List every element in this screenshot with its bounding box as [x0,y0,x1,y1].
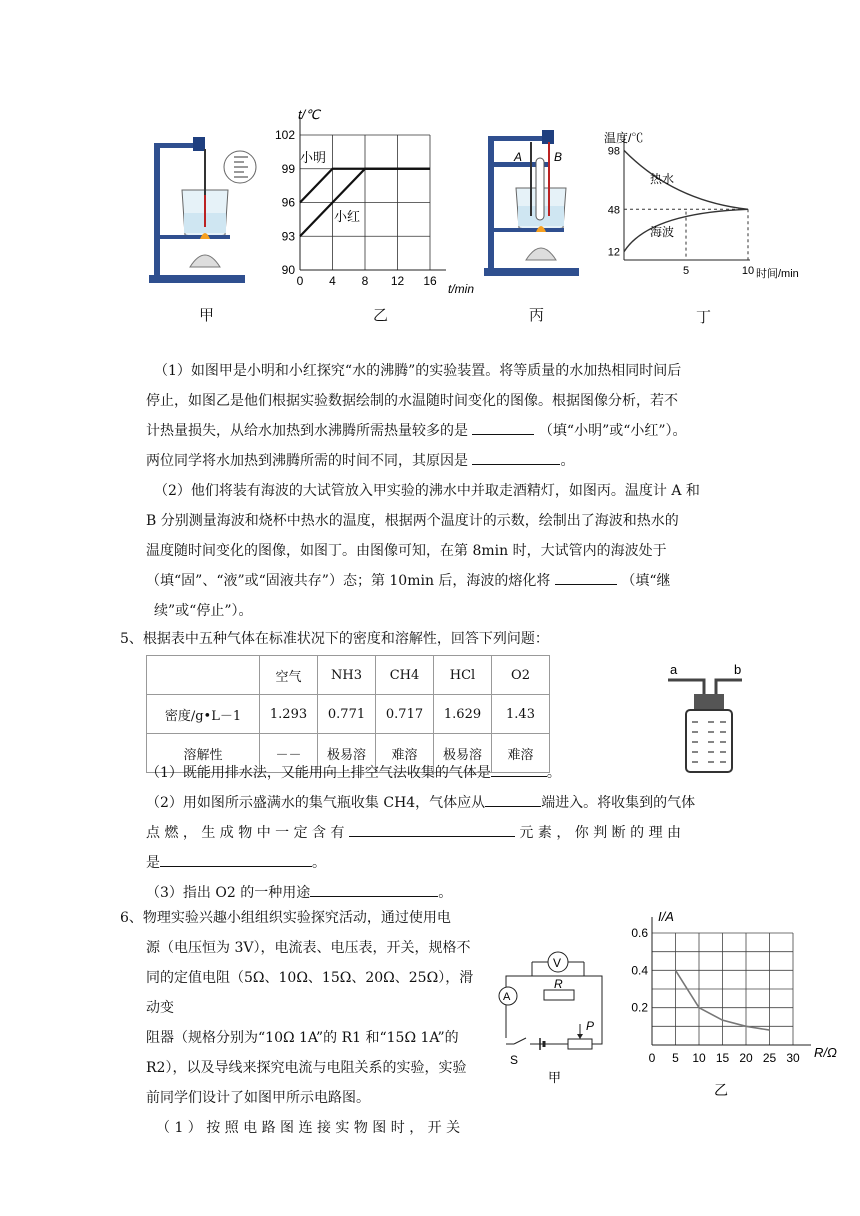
q4-p1-line1: （1）如图甲是小明和小红探究“水的沸腾”的实验装置。将等质量的水加热相同时间后 [154,363,682,379]
chart-yi-y-tick: 96 [281,195,295,210]
chart-yi-x-tick: 12 [390,274,405,288]
chart-ding-y-tick: 98 [607,145,620,158]
gas-table-cell: 难溶 [376,734,434,773]
gas-table-cell: 1.293 [260,695,318,734]
gas-table [146,655,550,773]
gas-table-cell: HCl [434,656,492,695]
q5-p2c: 点 燃 ， 生 成 物 中 一 定 含 有 [146,825,345,841]
q4-p1-line4: 两位同学将水加热到沸腾所需的时间不同，其原因是 [146,453,468,469]
circuit-voltmeter-label: V [553,956,562,970]
gas-table-cell: 溶解性 [147,734,260,773]
gas-table-row [147,695,550,734]
gas-table-cell: 极易溶 [318,734,376,773]
q4-p2-line1: （2）他们将装有海波的大试管放入甲实验的沸水中并取走酒精灯，如图丙。温度计 A 和 [154,483,700,499]
q4-p2-line3: 温度随时间变化的图像，如图丁。由图像可知，在第 8min 时，大试管内的海波处于 [146,543,667,559]
gas-table-header-row [147,656,550,695]
gas-table-cell [147,656,260,695]
q6-line: 阻器（规格分别为“10Ω 1A”的 R1 和“15Ω 1A”的 [146,1030,459,1046]
chart-ding-series-hot-water [624,150,748,209]
chart-yi-label-xiaoming: 小明 [300,150,327,165]
q5-blank-o2-use[interactable] [310,882,438,897]
q6-text [120,903,482,1143]
chart-yi-y-tick: 102 [274,128,295,142]
q5-blank-inlet[interactable] [485,792,541,807]
gas-table-cell: 极易溶 [434,734,492,773]
chart-yi [270,105,490,295]
chart-ir-x-tick: 5 [672,1051,679,1065]
q4-p1-end: 。 [560,453,575,469]
q4-p2-line5: 续”或“停止”）。 [154,603,253,619]
gas-table-cell: 0.771 [318,695,376,734]
chart-ding-y-tick: 12 [607,246,620,259]
figure-yi-caption: 乙 [373,306,389,324]
q4-p1-line3b: （填“小明”或“小红”）。 [538,423,687,439]
figure-jia-apparatus [148,135,260,285]
gas-table-cell: －－ [260,734,318,773]
chart-ding [600,128,810,288]
gas-table-cell: 0.717 [376,695,434,734]
q4-p2-line4: （填“固”、“液”或“固液共存”）态；第 10min 后，海波的熔化将 [146,573,551,589]
chart-ir-y-tick: 0.6 [631,926,648,940]
figure-jia-caption: 甲 [199,306,215,324]
chart-ir-y-tick: 0.4 [631,963,648,978]
q4-p2-line4b: （填“继 [621,573,671,589]
gas-table-cell: 密度/g•L－1 [147,695,260,734]
q5-blank-gas[interactable] [491,762,547,777]
chart-yi-y-tick: 99 [281,161,295,176]
chart-ir-x-tick: 15 [715,1051,730,1065]
figure-bing-label-b: B [554,150,563,164]
chart-ir-x-tick: 20 [739,1051,753,1065]
q5-p2e: 是 [146,855,160,871]
bottle-label-a: a [670,662,678,677]
gas-table-cell: CH4 [376,656,434,695]
chart-ir-y-axis-label: I/A [658,909,674,924]
chart-yi-y-axis-label: t/℃ [298,107,320,122]
chart-ding-x-axis-label: 时间/min [756,268,799,280]
q5-p3-end: 。 [438,885,453,901]
q4-p1-line2: 停止，如图乙是他们根据实验数据绘制的水温随时间变化的图像。根据图像分析，若不 [146,393,678,409]
chart-ding-label-hot-water: 热水 [650,172,675,186]
figure-ding-caption: 丁 [696,308,712,326]
q6-line: 同的定值电阻（5Ω、10Ω、15Ω、20Ω、25Ω），滑动变 [146,970,474,1016]
q4-blank-reason[interactable] [472,450,560,465]
q6-line: 前同学们设计了如图甲所示电路图。 [146,1090,370,1106]
chart-ding-x-tick: 5 [682,265,690,277]
gas-table-cell: 难溶 [492,734,550,773]
chart-yi-x-axis-label: t/min [448,282,475,295]
chart-yi-y-tick: 93 [281,229,295,244]
figure-bing-label-a: A [514,150,523,164]
q4-blank-continue[interactable] [555,570,617,585]
q4-part1 [146,356,736,626]
bottle-label-b: b [734,662,742,677]
circuit-switch-label: S [510,1053,519,1067]
chart-yi-y-tick: 90 [281,263,295,277]
q5-blank-reason[interactable] [160,852,312,867]
circuit-caption: 甲 [548,1070,562,1084]
q4-p2-line2: B 分别测量海波和烧杯中热水的温度，根据两个温度计的示数，绘制出了海波和热水的 [146,513,679,529]
q5-blank-elements[interactable] [349,822,515,837]
chart-ir-x-tick: 0 [648,1051,656,1065]
circuit-diagram [492,944,612,1084]
figure-bing-apparatus [484,128,594,278]
chart-yi-grid [300,117,446,270]
q5-questions [146,758,736,908]
circuit-ammeter-label: A [503,991,511,1003]
q5-p2-end: 。 [312,855,326,871]
gas-table-cell: NH3 [318,656,376,695]
chart-ding-x-tick: 10 [741,265,755,277]
q6-line: （ 1 ） 按 照 电 路 图 连 接 实 物 图 时 ， 开 关 [156,1120,461,1136]
chart-ir-x-tick: 25 [762,1051,777,1065]
circuit-slider-label: P [586,1019,595,1033]
gas-table-cell: O2 [492,656,550,695]
q4-p1-line3: 计热量损失，从给水加热到水沸腾所需热量较多的是 [146,423,468,439]
chart-yi-label-xiaohong: 小红 [334,209,361,224]
q5-p3: （3）指出 O2 的一种用途 [146,885,311,901]
chart-ir-x-axis-label: R/Ω [814,1045,837,1060]
circuit-resistor-label: R [554,977,563,991]
chart-yi-x-tick: 0 [296,274,304,288]
chart-yi-x-tick: 8 [361,274,369,288]
gas-table-cell: 1.629 [434,695,492,734]
chart-ir-y-tick: 0.2 [631,1000,648,1015]
chart-ding-y-tick: 48 [607,204,620,217]
chart-ir [618,905,850,1105]
chart-yi-x-tick: 4 [329,274,336,288]
q5-p1: （1）既能用排水法，又能用向上排空气法收集的气体是 [146,765,491,781]
q6-line: 6、物理实验兴趣小组组织实验探究活动，通过使用电 [120,910,451,926]
chart-yi-x-tick: 16 [423,274,437,288]
chart-ding-label-hypo: 海波 [650,225,675,239]
chart-ir-x-tick: 10 [692,1051,706,1065]
q4-blank-more-heat[interactable] [472,420,534,435]
q5-p2b: 端进入。将收集到的气体 [541,795,696,811]
q5-p1-end: 。 [546,765,561,781]
q5-p2a: （2）用如图所示盛满水的集气瓶收集 CH4，气体应从 [146,795,486,811]
q5-p2d: 元 素 ， 你 判 断 的 理 由 [519,825,682,841]
chart-ir-caption: 乙 [714,1082,728,1098]
figure-bing-caption: 丙 [529,306,545,324]
gas-table-cell: 1.43 [492,695,550,734]
q5-intro: 5、根据表中五种气体在标准状况下的密度和溶解性，回答下列问题： [120,631,549,647]
chart-ir-x-tick: 30 [786,1051,800,1065]
q6-line: 源（电压恒为 3V），电流表、电压表，开关，规格不 [146,940,471,956]
q6-line: R2），以及导线来探究电流与电阻关系的实验，实验 [146,1060,467,1076]
gas-table-cell: 空气 [260,656,318,695]
chart-ding-y-axis-label: 温度/℃ [604,131,644,145]
